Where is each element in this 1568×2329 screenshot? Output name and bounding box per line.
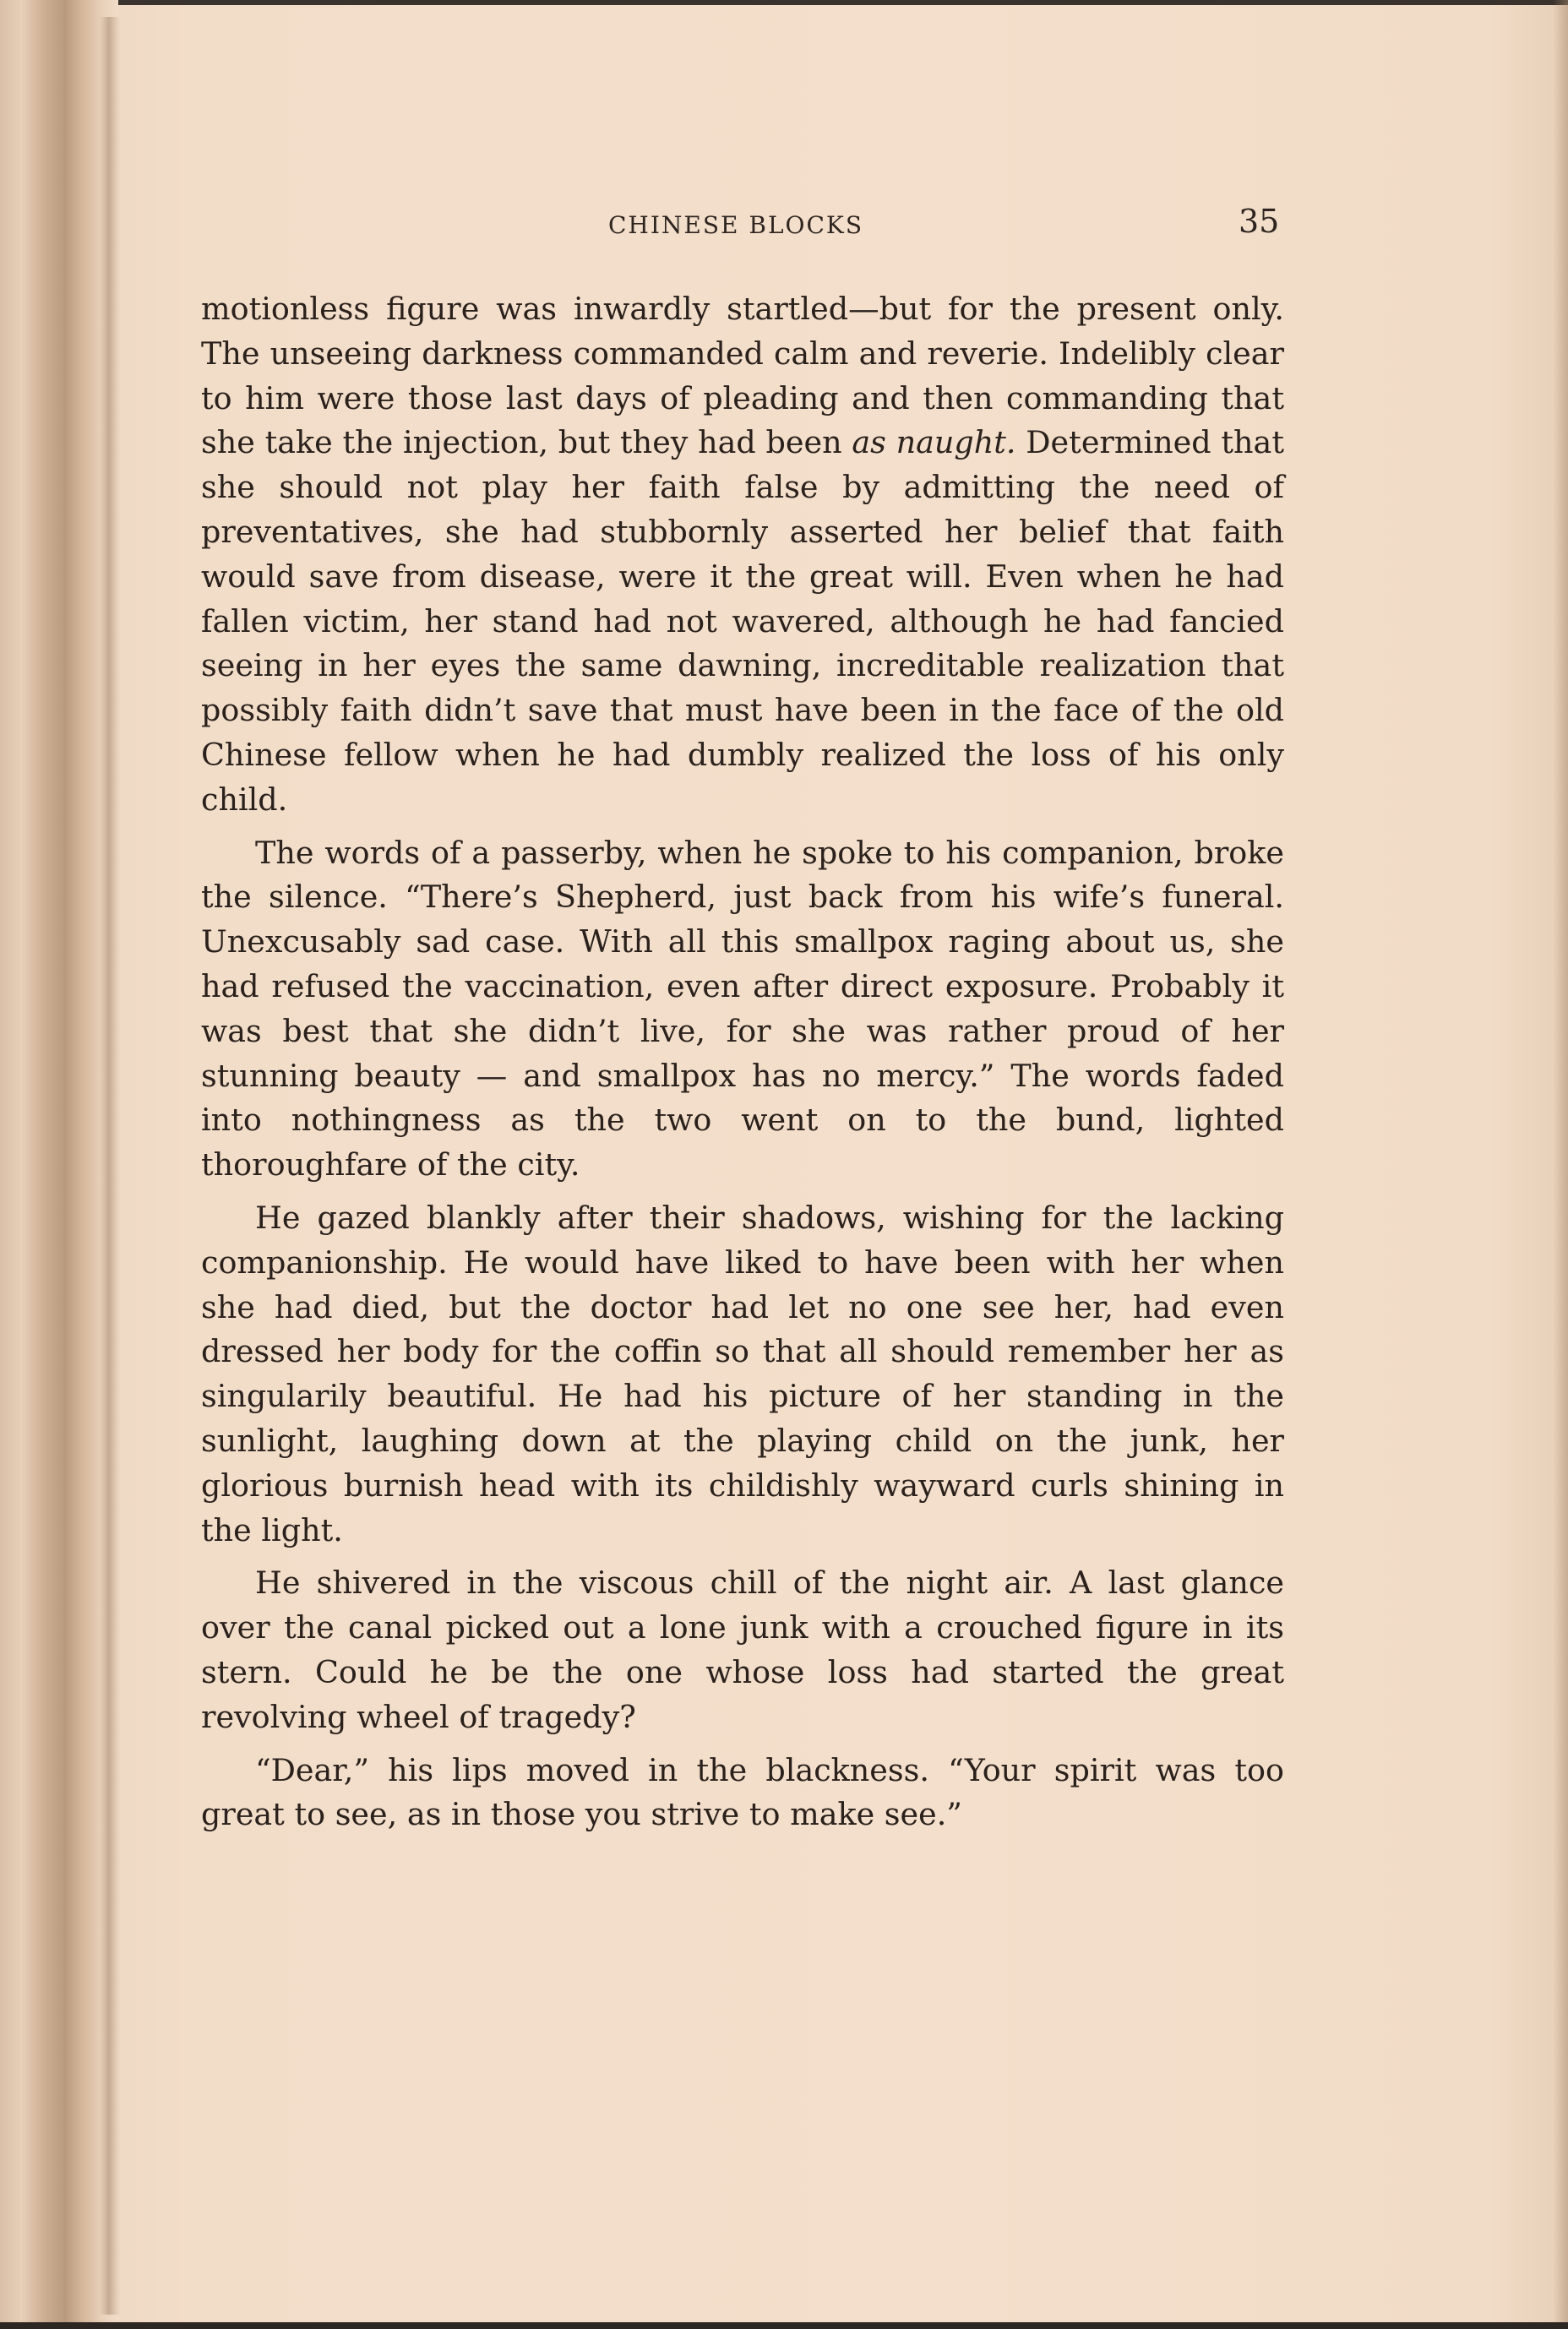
paragraph-1 xyxy=(201,287,1284,823)
page-number: 35 xyxy=(1239,203,1280,240)
gutter-crease xyxy=(100,17,120,2315)
paragraph-1-italic: as naught. xyxy=(852,424,1016,461)
page-top-edge xyxy=(0,0,1568,5)
paragraph-3: He gazed blankly after their shadows, wishing for the lacking companionship. He would have liked to have been with her when she had died, but the doctor had let no one see her, had even dressed her body for the coffin so that all should remember her as singularily beautiful. He had his picture of her standing in the sunlight, laughing down at the playing child on the junk, her glorious burnish head with its childishly wayward curls shining in the light. xyxy=(201,1199,1284,1548)
page-bottom-edge xyxy=(0,2322,1568,2329)
paragraph-5: “Dear,” his lips moved in the blackness. “Your spirit was too great to see, as in those you strive to make see.” xyxy=(201,1751,1284,1833)
running-head xyxy=(0,203,1568,245)
paragraph-1-before: motionless figure was inwardly startled—but for the present only. The unseeing darkness commanded calm and reverie. Indelibly clear to him were those last days of pleading and then commanding that she take the injection, but they had been xyxy=(201,291,1284,461)
paragraph-2: The words of a passerby, when he spoke to his companion, broke the silence. “There’s Shepherd, just back from his wife’s funeral. Unexcusably sad case. With all this smallpox raging about us, she had refused the vaccination, even after direct exposure. Probably it was best that she didn’t live, for she was rather proud of her stunning beauty — and smallpox has no mercy.” The words faded into nothingness as the two went on to the bund, lighted thoroughfare of the city. xyxy=(201,834,1284,1184)
paragraph-4: He shivered in the viscous chill of the night air. A last glance over the canal picked out a lone junk with a crouched figure in its stern. Could he be the one whose loss had started the great revolving wheel of tragedy? xyxy=(201,1564,1284,1735)
page-right-edge xyxy=(1553,0,1568,2329)
paragraph-1-after: Determined that she should not play her faith false by admitting the need of preventatives, she had stubbornly asserted her belief that faith would save from disease, were it the great will. Even when he had fallen victim, her stand had not wavered, although he had fancied seeing in her eyes the same dawning, increditable realization that possibly faith didn’t save that must have been in the face of the old Chinese fellow when he had dumbly realized the loss of his only child. xyxy=(201,424,1284,818)
running-head-title: CHINESE BLOCKS xyxy=(608,211,864,239)
body-text xyxy=(201,287,1284,1846)
